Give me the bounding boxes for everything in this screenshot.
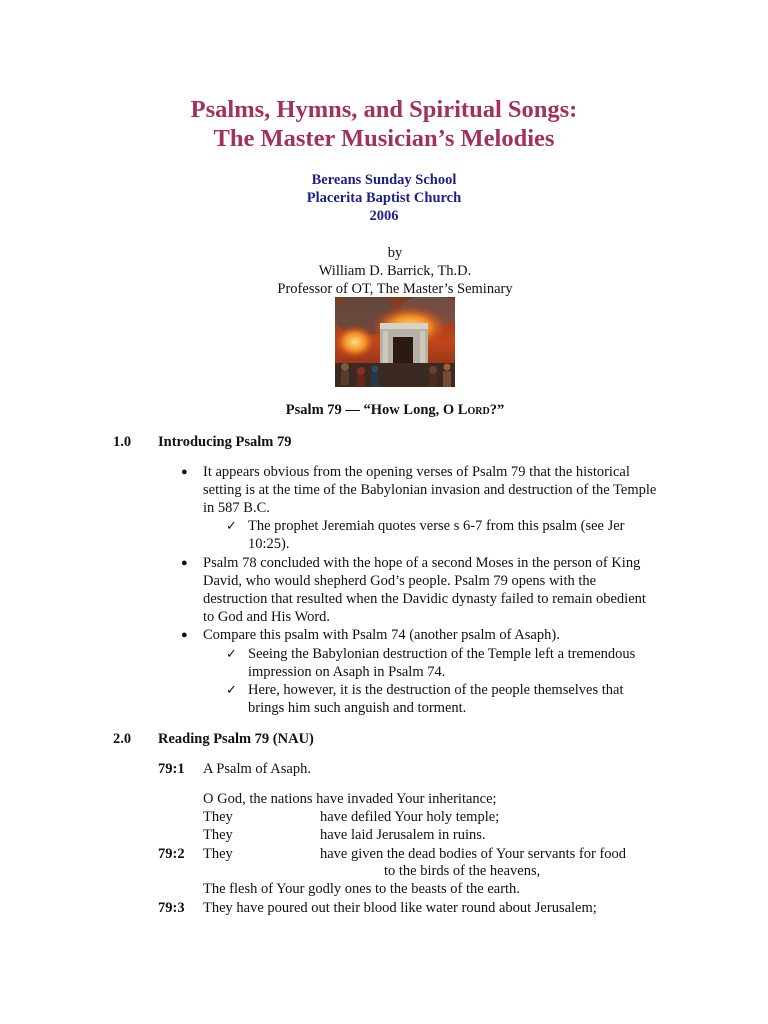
bullet-2-line-4: to God and His Word. xyxy=(203,609,331,625)
psalm-heading: A Psalm of Asaph. xyxy=(203,761,311,777)
psalm-title-prefix: Psalm 79 — “How Long, O L xyxy=(285,402,468,418)
document-title-line-1: Psalms, Hymns, and Spiritual Songs: xyxy=(190,96,578,123)
bullet-3-line-1: Compare this psalm with Psalm 74 (another psalm of Asaph). xyxy=(203,627,560,643)
checkmark-icon: ✓ xyxy=(226,646,237,661)
check-2-line-1: Seeing the Babylonian destruction of the Temple left a tremendous xyxy=(248,646,636,662)
verse-number-79-1: 79:1 xyxy=(158,761,185,777)
verse-79-3-line-1: They have poured out their blood like water round about Jerusalem; xyxy=(203,900,597,916)
checkmark-icon: ✓ xyxy=(226,518,237,533)
verse-79-2-line-3: The flesh of Your godly ones to the beasts of the earth. xyxy=(203,881,520,897)
bullet-icon: ● xyxy=(181,629,188,641)
byline-position: Professor of OT, The Master’s Seminary xyxy=(277,281,513,297)
verse-79-1-line-3-text: have laid Jerusalem in ruins. xyxy=(320,827,486,843)
section-1-number: 1.0 xyxy=(113,434,132,450)
verse-79-2-line-1-subject: They xyxy=(203,846,233,862)
subtitle-year: 2006 xyxy=(369,208,399,224)
bullet-2-line-2: David, who would shepherd God’s people. Psalm 79 opens with the xyxy=(203,573,597,589)
check-3-line-2: brings him such anguish and torment. xyxy=(248,700,467,716)
check-1-line-2: 10:25). xyxy=(248,536,290,552)
bullet-1-line-2: setting is at the time of the Babylonian invasion and destruction of the Temple xyxy=(203,482,657,498)
check-1-line-1: The prophet Jeremiah quotes verse s 6-7 from this psalm (see Jer xyxy=(248,518,625,534)
section-2-title: Reading Psalm 79 (NAU) xyxy=(158,731,314,747)
psalm-title-suffix: ?” xyxy=(489,402,505,418)
checkmark-icon: ✓ xyxy=(226,682,237,697)
bullet-1-line-1: It appears obvious from the opening verses of Psalm 79 that the historical xyxy=(203,464,630,480)
section-2-number: 2.0 xyxy=(113,731,132,747)
byline-author: William D. Barrick, Th.D. xyxy=(318,263,472,279)
subtitle-church: Placerita Baptist Church xyxy=(306,190,462,206)
subtitle-school: Bereans Sunday School xyxy=(311,172,457,188)
verse-79-1-line-3-subject: They xyxy=(203,827,233,843)
bullet-2-line-1: Psalm 78 concluded with the hope of a second Moses in the person of King xyxy=(203,555,641,571)
psalm-title xyxy=(0,401,768,419)
bullet-icon: ● xyxy=(181,557,188,569)
psalm-title-small-caps: ord xyxy=(467,402,490,418)
verse-79-2-line-2: to the birds of the heavens, xyxy=(384,863,541,879)
bullet-icon: ● xyxy=(181,466,188,478)
check-3-line-1: Here, however, it is the destruction of the people themselves that xyxy=(248,682,624,698)
bullet-2-line-3: destruction that resulted when the Davidic dynasty failed to remain obedient xyxy=(203,591,646,607)
document-title-line-2: The Master Musician’s Melodies xyxy=(213,125,555,152)
verse-79-1-line-1: O God, the nations have invaded Your inheritance; xyxy=(203,791,497,807)
byline-by: by xyxy=(387,245,403,261)
temple-destruction-illustration xyxy=(335,297,455,387)
verse-number-79-2: 79:2 xyxy=(158,846,185,862)
check-2-line-2: impression on Asaph in Psalm 74. xyxy=(248,664,446,680)
verse-79-1-line-2-text: have defiled Your holy temple; xyxy=(320,809,500,825)
verse-79-2-line-1-text: have given the dead bodies of Your servants for food xyxy=(320,846,627,862)
verse-79-1-line-2-subject: They xyxy=(203,809,233,825)
verse-number-79-3: 79:3 xyxy=(158,900,185,916)
section-1-title: Introducing Psalm 79 xyxy=(158,434,292,450)
bullet-1-line-3: in 587 B.C. xyxy=(203,500,270,516)
